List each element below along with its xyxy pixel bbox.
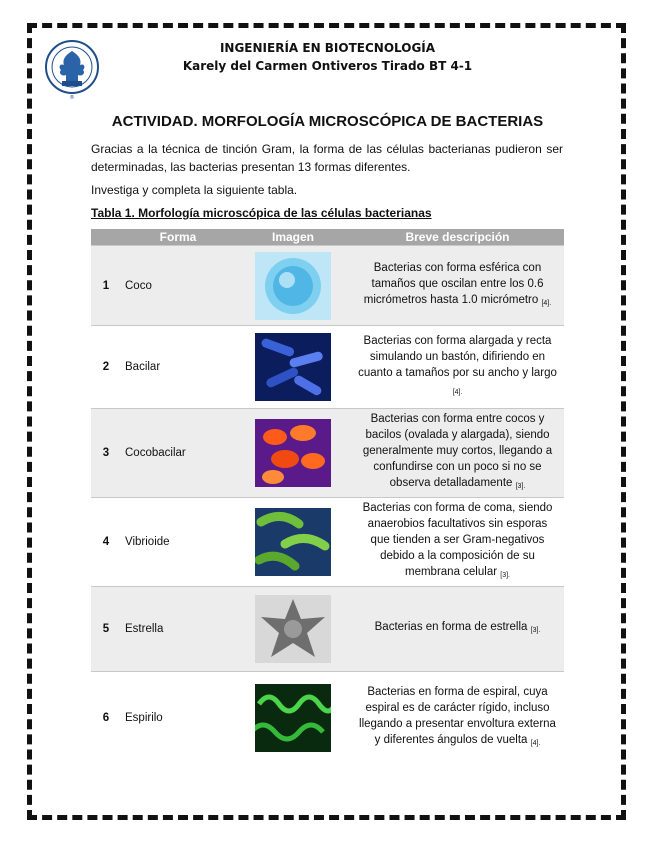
row-description: Bacterias en forma de estrella $_{[3].}$ bbox=[351, 587, 564, 672]
row-description: Bacterias con forma entre cocos y bacilos (ovalada y alargada), siendo generalmente muy cortos, llegando a confundirse con un poco si no se observa detalladamente $_{[3].}$ bbox=[351, 409, 564, 498]
table-row bbox=[91, 326, 564, 409]
row-number: 1 bbox=[91, 246, 121, 326]
coccobacillus-image bbox=[235, 409, 351, 498]
reference: [3]. bbox=[500, 572, 510, 579]
vibrio-image bbox=[235, 498, 351, 587]
table-row bbox=[91, 246, 564, 326]
row-number: 5 bbox=[91, 587, 121, 672]
row-number: 6 bbox=[91, 672, 121, 764]
student-name: Karely del Carmen Ontiveros Tirado BT 4-1 bbox=[182, 59, 473, 73]
institution-title: INGENIERÍA EN BIOTECNOLOGÍA bbox=[219, 41, 436, 55]
row-description: Bacterias con forma esférica con tamaños que oscilan entre los 0.6 micrómetros hasta 1.0 micrómetro $_{[4].}$ bbox=[351, 246, 564, 326]
table-row bbox=[91, 587, 564, 672]
coccus-image bbox=[235, 246, 351, 326]
bacillus-image bbox=[235, 326, 351, 409]
spirillum-image bbox=[235, 672, 351, 764]
header-imagen: Imagen bbox=[235, 229, 351, 246]
header-descripcion: Breve descripción bbox=[351, 229, 564, 246]
reference: [3]. bbox=[515, 483, 526, 490]
row-number: 4 bbox=[91, 498, 121, 587]
table-row bbox=[91, 409, 564, 498]
instruction-text: Investiga y completa la siguiente tabla. bbox=[91, 183, 298, 197]
row-number: 3 bbox=[91, 409, 121, 498]
row-number: 2 bbox=[91, 326, 121, 409]
table-row bbox=[91, 672, 564, 764]
intro-paragraph: Gracias a la técnica de tinción Gram, la forma de las células bacterianas pudieron ser determinadas, las bacterias presentan 13 formas diferentes. bbox=[91, 142, 563, 174]
table-header-row bbox=[91, 229, 564, 246]
table-row bbox=[91, 498, 564, 587]
page-title: ACTIVIDAD. MORFOLOGÍA MICROSCÓPICA DE BACTERIAS bbox=[111, 113, 544, 130]
row-forma: Bacilar bbox=[121, 326, 235, 409]
row-forma: Coco bbox=[121, 246, 235, 326]
reference: [3]. bbox=[530, 627, 541, 634]
header-forma: Forma bbox=[121, 229, 235, 246]
reference: [4]. bbox=[452, 389, 463, 396]
svg-text:®: ® bbox=[69, 95, 75, 101]
star-bacteria-image bbox=[235, 587, 351, 672]
row-forma: Espirilo bbox=[121, 672, 235, 764]
row-forma: Estrella bbox=[121, 587, 235, 672]
table-caption: Tabla 1. Morfología microscópica de las células bacterianas bbox=[91, 206, 432, 220]
reference: [4]. bbox=[530, 739, 541, 747]
row-forma: Cocobacilar bbox=[121, 409, 235, 498]
bacteria-table bbox=[91, 229, 564, 764]
header-num bbox=[91, 229, 121, 246]
row-description: Bacterias con forma de coma, siendo anaerobios facultativos sin esporas que tienden a ser Gram-negativos debido a la composición de su membrana celular $_{[3].}$ bbox=[351, 498, 564, 587]
reference: [4]. bbox=[541, 299, 552, 307]
row-description: Bacterias con forma alargada y recta simulando un bastón, difiriendo en cuanto a tamaños por su ancho y largo $_{[4].}$ bbox=[351, 326, 564, 409]
row-description: Bacterias en forma de espiral, cuya espiral es de carácter rígido, incluso llegando a presentar envoltura externa y diferentes ángulos de vuelta $_{[4].}$ bbox=[351, 672, 564, 764]
row-forma: Vibrioide bbox=[121, 498, 235, 587]
